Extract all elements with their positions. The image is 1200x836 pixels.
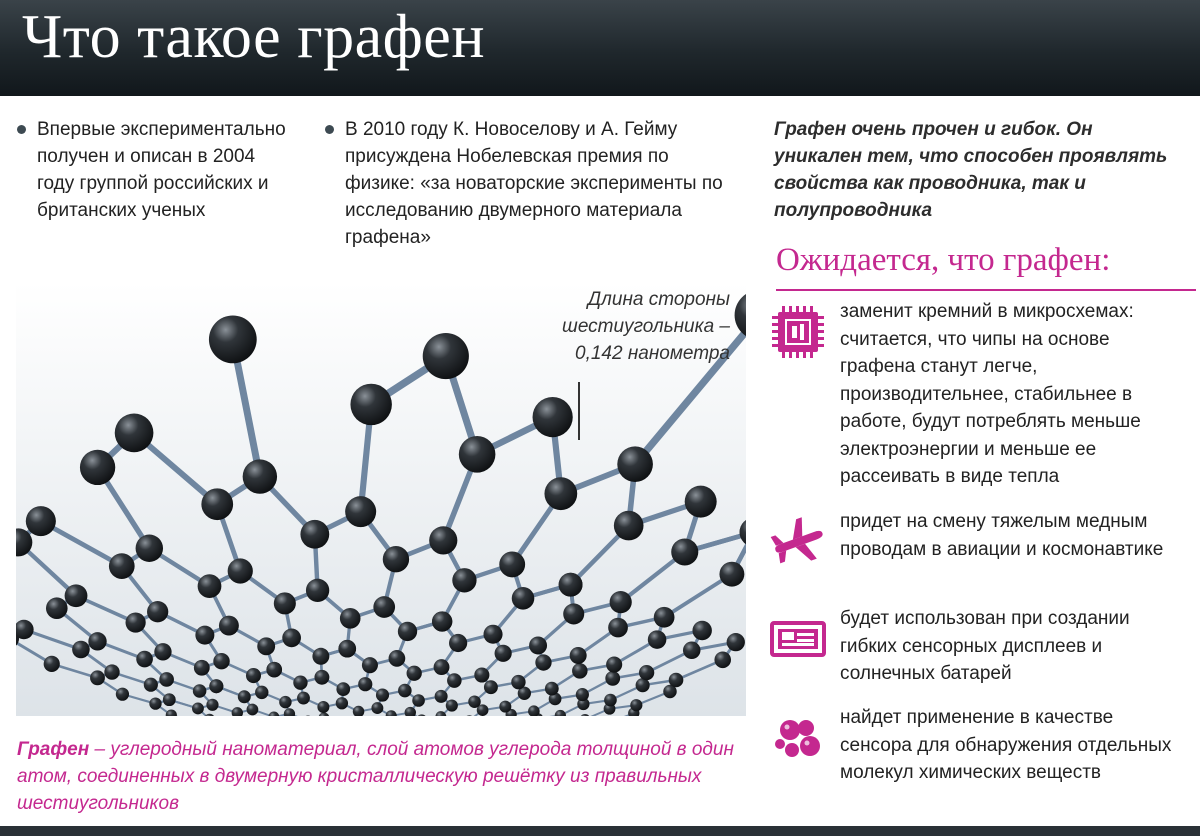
carbon-atom bbox=[511, 675, 525, 689]
carbon-atom bbox=[136, 651, 153, 668]
carbon-atom bbox=[373, 596, 395, 618]
bottom-bar bbox=[0, 826, 1200, 836]
carbon-atom bbox=[362, 657, 378, 673]
carbon-atom bbox=[274, 592, 296, 614]
carbon-atom bbox=[228, 558, 253, 583]
carbon-atom bbox=[136, 535, 163, 562]
fact-text: В 2010 году К. Новоселову и А. Гейму присуждена Нобелевская премия по физике: «за новаторские эксперименты по исследованию двумерного материала графена» bbox=[345, 119, 723, 248]
carbon-atom bbox=[614, 511, 644, 541]
strength-highlight: Графен очень прочен и гибок. Он уникален тем, что способен проявлять свойства как проводника, так и полупроводника bbox=[774, 119, 1168, 221]
expectation-text: заменит кремний в микросхемах: считается, что чипы на основе графена станут легче, производительнее, стабильнее в работе, будут потреблять меньше электроэнергии и меньше ее рассеивать в виде тепла bbox=[840, 301, 1141, 487]
carbon-atom bbox=[606, 656, 622, 672]
carbon-atom bbox=[279, 696, 291, 708]
expectation-text: придет на смену тяжелым медным проводам в авиации и космонавтике bbox=[840, 511, 1164, 560]
carbon-atom bbox=[65, 584, 88, 607]
carbon-atom bbox=[636, 678, 650, 692]
hexagon-side-callout: Длина стороны шестиугольника – 0,142 нанометра bbox=[562, 289, 730, 364]
carbon-atom bbox=[336, 682, 350, 696]
carbon-atom bbox=[266, 662, 282, 678]
carbon-atom bbox=[88, 632, 106, 650]
page-title: Что такое графен bbox=[22, 3, 486, 71]
carbon-atom bbox=[398, 622, 417, 641]
carbon-atom bbox=[314, 670, 329, 685]
carbon-atom bbox=[459, 436, 496, 473]
carbon-atom bbox=[255, 686, 268, 699]
carbon-atom bbox=[727, 633, 745, 651]
carbon-atom bbox=[449, 634, 467, 652]
carbon-atom bbox=[116, 688, 129, 701]
carbon-atom bbox=[692, 621, 711, 640]
carbon-atom bbox=[293, 675, 307, 689]
carbon-atom bbox=[617, 446, 653, 482]
carbon-atom bbox=[499, 701, 511, 713]
carbon-atom bbox=[243, 459, 277, 493]
carbon-atom bbox=[483, 625, 502, 644]
definition-text: – углеродный наноматериал, слой атомов углерода толщиной в один атом, соединенных в двумерную кристаллическую решётку из правильных шестиугольников bbox=[17, 739, 734, 814]
carbon-atom bbox=[80, 450, 115, 485]
carbon-atom bbox=[576, 688, 589, 701]
carbon-atom bbox=[104, 664, 119, 679]
bullet-dot bbox=[325, 125, 334, 134]
carbon-atom bbox=[144, 678, 158, 692]
carbon-atom bbox=[383, 546, 409, 572]
carbon-atom bbox=[671, 538, 698, 565]
carbon-atom bbox=[26, 506, 56, 536]
carbon-atom bbox=[192, 703, 204, 715]
carbon-atom bbox=[447, 673, 462, 688]
carbon-atom bbox=[297, 692, 310, 705]
carbon-atom bbox=[544, 477, 577, 510]
carbon-atom bbox=[238, 690, 251, 703]
carbon-atom bbox=[630, 699, 642, 711]
expectations-divider bbox=[776, 289, 1196, 291]
carbon-atom bbox=[193, 684, 207, 698]
carbon-atom bbox=[429, 526, 457, 554]
carbon-atom bbox=[452, 568, 476, 592]
carbon-atom bbox=[468, 695, 480, 707]
carbon-atom bbox=[714, 652, 731, 669]
carbon-atom bbox=[72, 641, 90, 659]
carbon-atom bbox=[683, 642, 701, 660]
carbon-atom bbox=[719, 562, 744, 587]
molecule-icon bbox=[770, 710, 826, 766]
carbon-atom bbox=[685, 486, 717, 518]
graphene-definition bbox=[17, 736, 757, 817]
carbon-atom bbox=[407, 666, 422, 681]
carbon-atom bbox=[340, 608, 361, 629]
carbon-atom bbox=[474, 667, 489, 682]
carbon-atom bbox=[648, 630, 667, 649]
carbon-atom bbox=[219, 616, 239, 636]
carbon-atom bbox=[257, 637, 275, 655]
microchip-icon bbox=[770, 304, 826, 360]
carbon-atom bbox=[412, 694, 425, 707]
carbon-atom bbox=[423, 333, 469, 379]
carbon-atom bbox=[545, 682, 559, 696]
carbon-atom bbox=[126, 612, 146, 632]
expectation-text: будет использован при создании гибких сенсорных дисплеев и солнечных батарей bbox=[840, 608, 1130, 684]
carbon-atom bbox=[198, 574, 222, 598]
carbon-atom bbox=[639, 665, 654, 680]
carbon-atom bbox=[484, 680, 498, 694]
carbon-atom bbox=[389, 650, 406, 667]
carbon-atom bbox=[209, 315, 257, 363]
carbon-atom bbox=[246, 668, 261, 683]
carbon-atom bbox=[201, 488, 233, 520]
carbon-atom bbox=[559, 573, 583, 597]
carbon-atom bbox=[376, 688, 389, 701]
carbon-atom bbox=[669, 673, 684, 688]
carbon-atom bbox=[495, 645, 512, 662]
carbon-atom bbox=[213, 653, 229, 669]
expectation-text: найдет применение в качестве сенсора для обнаружения отдельных молекул химических веществ bbox=[840, 707, 1172, 783]
carbon-atom bbox=[358, 677, 372, 691]
carbon-atom bbox=[563, 603, 584, 624]
carbon-atom bbox=[535, 654, 551, 670]
carbon-atom bbox=[300, 520, 329, 549]
carbon-atom bbox=[336, 697, 348, 709]
carbon-atom bbox=[159, 672, 174, 687]
carbon-atom bbox=[206, 699, 218, 711]
carbon-atom bbox=[338, 640, 356, 658]
carbon-atom bbox=[512, 587, 535, 610]
fact-nobel-prize bbox=[325, 116, 735, 251]
carbon-atom bbox=[610, 591, 632, 613]
carbon-atom bbox=[570, 647, 587, 664]
expectations-title: Ожидается, что графен: bbox=[776, 242, 1111, 278]
carbon-atom bbox=[209, 679, 223, 693]
carbon-atom bbox=[533, 397, 573, 437]
carbon-atom bbox=[432, 611, 452, 631]
carbon-atom bbox=[605, 671, 620, 686]
carbon-atom bbox=[604, 694, 617, 707]
carbon-atom bbox=[434, 659, 450, 675]
carbon-atom bbox=[306, 579, 329, 602]
carbon-atom bbox=[247, 704, 259, 716]
fact-text: Впервые экспериментально получен и описан в 2004 году группой российских и британских ученых bbox=[37, 119, 286, 221]
carbon-atom bbox=[282, 628, 301, 647]
carbon-atom bbox=[572, 663, 588, 679]
carbon-atom bbox=[608, 618, 628, 638]
flexible-display-icon bbox=[770, 611, 826, 667]
airplane-icon bbox=[770, 514, 826, 570]
definition-term: Графен bbox=[17, 739, 90, 760]
carbon-atom bbox=[115, 414, 154, 453]
carbon-atom bbox=[46, 597, 68, 619]
carbon-atom bbox=[312, 648, 329, 665]
carbon-atom bbox=[90, 670, 105, 685]
carbon-atom bbox=[350, 384, 391, 425]
carbon-atom bbox=[163, 693, 176, 706]
carbon-atom bbox=[149, 697, 161, 709]
carbon-atom bbox=[147, 601, 168, 622]
carbon-atom bbox=[195, 626, 214, 645]
fact-first-obtained bbox=[17, 116, 297, 224]
carbon-atom bbox=[435, 690, 448, 703]
carbon-atom bbox=[345, 496, 376, 527]
carbon-atom bbox=[499, 551, 525, 577]
bullet-dot bbox=[17, 125, 26, 134]
carbon-atom bbox=[154, 643, 171, 660]
carbon-atom bbox=[44, 656, 60, 672]
carbon-atom bbox=[109, 553, 135, 579]
carbon-atom bbox=[317, 701, 329, 713]
carbon-atom bbox=[398, 684, 412, 698]
carbon-atom bbox=[446, 699, 458, 711]
carbon-atom bbox=[371, 702, 383, 714]
carbon-atom bbox=[194, 660, 210, 676]
header-banner bbox=[0, 0, 1200, 96]
carbon-atom bbox=[654, 607, 675, 628]
carbon-atom bbox=[529, 637, 547, 655]
